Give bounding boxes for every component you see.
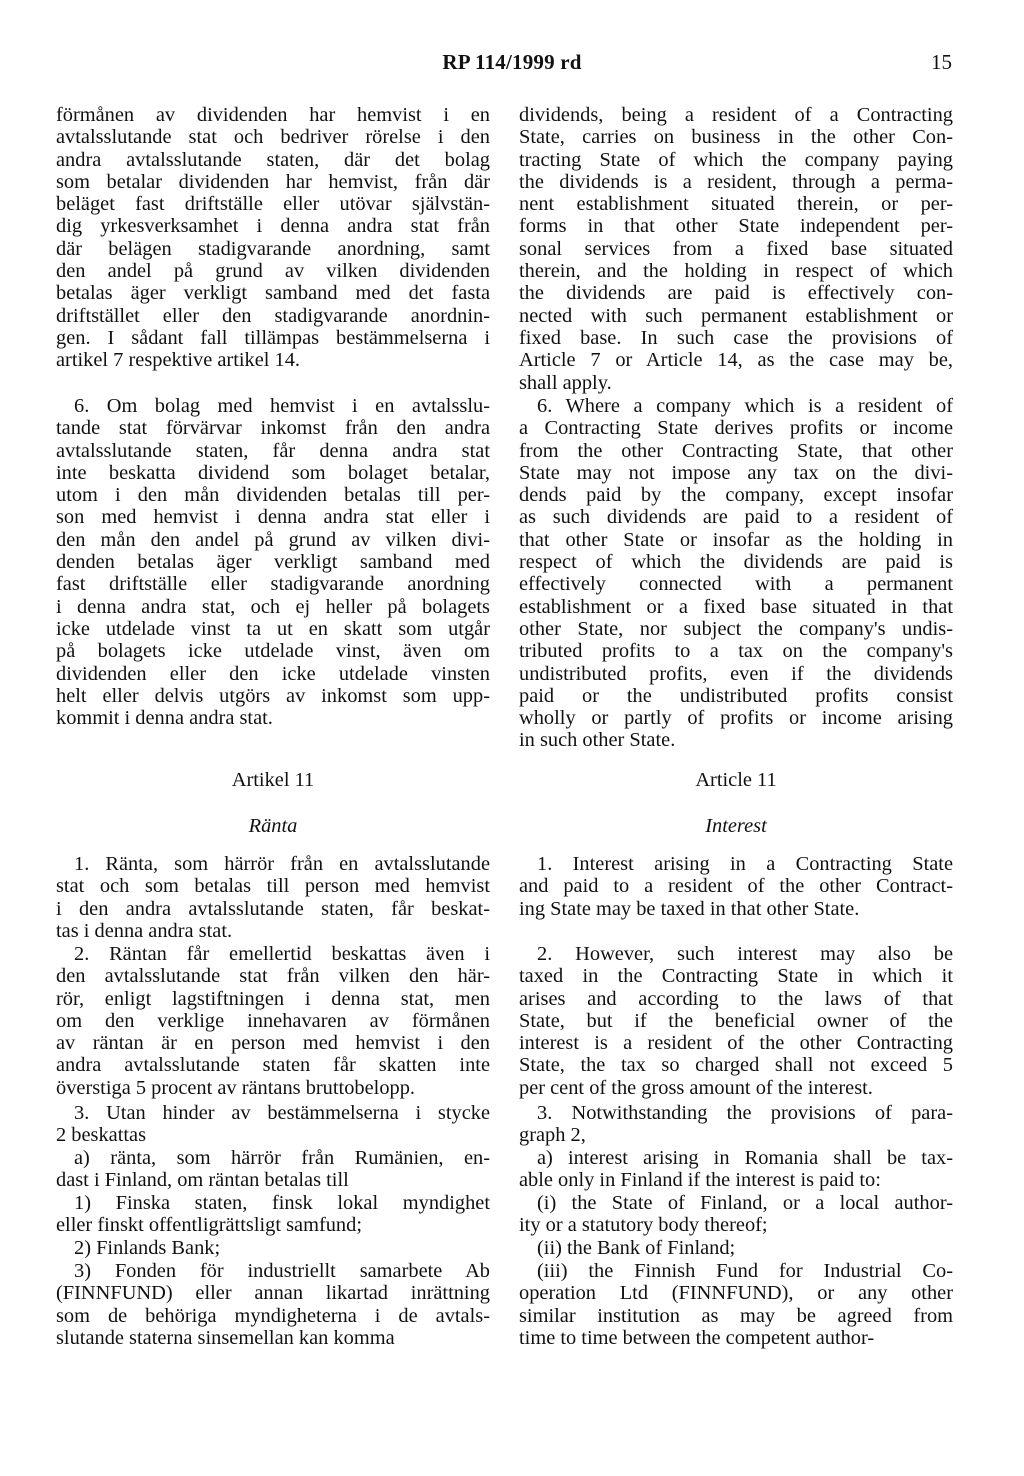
text-line: operation Ltd (FINNFUND), or any other <box>519 1282 953 1305</box>
text-line: beläget fast driftställe eller utövar självstän- <box>56 193 490 216</box>
document-id: RP 114/1999 rd <box>442 50 582 74</box>
running-header <box>0 50 1024 80</box>
text-line: kommit i denna andra stat. <box>56 707 273 730</box>
paragraph <box>519 943 953 1099</box>
text-line: som de behöriga myndigheterna i de avtals- <box>56 1304 490 1327</box>
paragraph <box>56 1237 490 1259</box>
text-line: fixed base. In such case the provisions of <box>519 326 953 349</box>
paragraph <box>519 395 953 752</box>
text-line: arises and according to the laws of that <box>519 987 953 1010</box>
paragraph <box>56 1192 490 1237</box>
text-line: (FINNFUND) eller annan likartad inrättning <box>56 1282 490 1305</box>
text-line: gen. I sådant fall tillämpas bestämmelserna i <box>56 326 490 349</box>
text-line: tracting State of which the company paying <box>519 148 953 171</box>
text-line: tas i denna andra stat. <box>56 919 233 942</box>
text-line: per cent of the gross amount of the interest. <box>519 1076 873 1099</box>
text-line: dividends, being a resident of a Contracting <box>519 104 953 126</box>
article-heading: Article 11 <box>695 769 777 791</box>
text-line: förmånen av dividenden har hemvist i en <box>56 104 490 126</box>
text-line: respect of which the dividends are paid is <box>519 551 953 574</box>
text-line: the dividends are paid is effectively con- <box>519 282 953 305</box>
text-line: establishment or a fixed base situated in that <box>519 595 953 618</box>
text-line: 2. However, such interest may also be <box>537 943 953 965</box>
paragraph <box>56 943 490 1099</box>
text-line: 6. Om bolag med hemvist i en avtalsslu- <box>74 395 490 417</box>
text-line: 3. Utan hinder av bestämmelserna i stycke <box>74 1102 490 1124</box>
text-line: dig yrkesverksamhet i denna andra stat från <box>56 215 490 238</box>
text-line: therein, and the holding in respect of which <box>519 260 953 283</box>
text-line: i denna andra stat, och ej heller på bolagets <box>56 595 490 618</box>
text-line: avtalsslutande staten, får denna andra stat <box>56 439 490 462</box>
text-line: artikel 7 respektive artikel 14. <box>56 349 301 372</box>
text-line: av räntan är en person med hemvist i den <box>56 1032 490 1055</box>
text-line: in such other State. <box>519 729 676 752</box>
paragraph <box>56 1102 490 1147</box>
text-line: State, carries on business in the other Con- <box>519 126 953 149</box>
paragraph <box>56 853 490 942</box>
text-line: den mån den andel på grund av vilken divi- <box>56 528 490 551</box>
text-line: 3) Fonden för industriellt samarbete Ab <box>74 1260 490 1282</box>
text-line: 2 beskattas <box>56 1124 147 1147</box>
text-line: i den andra avtalsslutande staten, får beskat- <box>56 897 490 920</box>
text-line: eller finskt offentligrättsligt samfund; <box>56 1214 362 1237</box>
text-line: 6. Where a company which is a resident of <box>537 395 953 417</box>
text-line: as such dividends are paid to a resident of <box>519 506 953 529</box>
text-line: 1. Ränta, som härrör från en avtalsslutande <box>74 853 490 875</box>
text-line: rör, enligt lagstiftningen i denna stat, men <box>56 987 490 1010</box>
text-line: son med hemvist i denna andra stat eller i <box>56 506 490 529</box>
text-line: State, the tax so charged shall not exceed 5 <box>519 1054 953 1077</box>
text-line: the dividends is a resident, through a perma- <box>519 170 953 193</box>
text-line: graph 2, <box>519 1124 586 1147</box>
text-line: a Contracting State derives profits or income <box>519 417 953 440</box>
text-line: som betalar dividenden har hemvist, från där <box>56 170 490 193</box>
text-line: paid or the undistributed profits consist <box>519 684 953 707</box>
paragraph <box>519 1192 953 1237</box>
text-line: stat och som betalas till person med hemvist <box>56 875 490 898</box>
text-line: 2) Finlands Bank; <box>74 1237 221 1259</box>
text-line: nent establishment situated therein, or per- <box>519 193 953 216</box>
text-line: den andel på grund av vilken dividenden <box>56 260 490 283</box>
paragraph <box>56 395 490 729</box>
text-line: and paid to a resident of the other Contract- <box>519 875 953 898</box>
text-line: den avtalsslutande stat från vilken den här- <box>56 965 490 988</box>
paragraph <box>519 104 953 394</box>
paragraph <box>56 1147 490 1192</box>
text-line: ity or a statutory body thereof; <box>519 1214 768 1237</box>
text-line: dividenden eller den icke utdelade vinsten <box>56 662 490 685</box>
text-line: Article 7 or Article 14, as the case may be, <box>519 349 953 372</box>
text-line: dends paid by the company, except insofar <box>519 484 953 507</box>
text-line: (i) the State of Finland, or a local author- <box>537 1192 953 1214</box>
text-line: slutande staterna sinsemellan kan komma <box>56 1326 395 1349</box>
text-line: icke utdelade vinst ta ut en skatt som utgår <box>56 617 490 640</box>
paragraph <box>519 1260 953 1349</box>
text-line: undistributed profits, even if the dividends <box>519 662 953 685</box>
article-title: Ränta <box>248 815 298 837</box>
text-line: denden betalas äger verkligt samband med <box>56 551 490 574</box>
text-line: där belägen stadigvarande anordning, samt <box>56 237 490 260</box>
text-line: able only in Finland if the interest is paid to: <box>519 1169 881 1192</box>
text-line: överstiga 5 procent av räntans bruttobelopp. <box>56 1076 415 1099</box>
text-line: a) ränta, som härrör från Rumänien, en- <box>74 1147 490 1169</box>
text-line: that other State or insofar as the holding in <box>519 528 953 551</box>
text-line: 3. Notwithstanding the provisions of para- <box>537 1102 953 1124</box>
text-line: 1) Finska staten, finsk lokal myndighet <box>74 1192 490 1214</box>
text-line: wholly or partly of profits or income arising <box>519 707 953 730</box>
text-line: State may not impose any tax on the divi- <box>519 461 953 484</box>
text-line: effectively connected with a permanent <box>519 573 953 596</box>
text-line: sonal services from a fixed base situated <box>519 237 953 260</box>
paragraph <box>519 1237 953 1259</box>
text-line: taxed in the Contracting State in which it <box>519 965 953 988</box>
paragraph <box>519 853 953 920</box>
paragraph <box>519 1147 953 1192</box>
text-line: andra avtalsslutande staten får skatten inte <box>56 1054 490 1077</box>
text-line: på bolagets icke utdelade vinst, även om <box>56 640 490 663</box>
text-line: 2. Räntan får emellertid beskattas även i <box>74 943 490 965</box>
text-line: helt eller delvis utgörs av inkomst som upp- <box>56 684 490 707</box>
paragraph <box>56 104 490 372</box>
text-line: 1. Interest arising in a Contracting State <box>537 853 953 875</box>
text-line: avtalsslutande stat och bedriver rörelse i den <box>56 126 490 149</box>
text-line: interest is a resident of the other Contracting <box>519 1032 953 1055</box>
text-line: similar institution as may be agreed from <box>519 1304 953 1327</box>
text-line: dast i Finland, om räntan betalas till <box>56 1169 349 1192</box>
text-line: State, but if the beneficial owner of the <box>519 1009 953 1032</box>
text-line: other State, nor subject the company's undis- <box>519 617 953 640</box>
article-title: Interest <box>705 815 767 837</box>
text-line: time to time between the competent author- <box>519 1326 875 1349</box>
text-line: andra avtalsslutande staten, där det bolag <box>56 148 490 171</box>
text-line: (iii) the Finnish Fund for Industrial Co- <box>537 1260 953 1282</box>
text-line: tande stat förvärvar inkomst från den andra <box>56 417 490 440</box>
text-line: nected with such permanent establishment or <box>519 304 953 327</box>
text-line: a) interest arising in Romania shall be tax- <box>537 1147 953 1169</box>
paragraph <box>56 1260 490 1349</box>
text-line: forms in that other State independent per- <box>519 215 953 238</box>
text-line: om den verklige innehavaren av förmånen <box>56 1009 490 1032</box>
text-line: tributed profits to a tax on the company's <box>519 640 953 663</box>
text-line: utom i den mån dividenden betalas till per- <box>56 484 490 507</box>
text-line: (ii) the Bank of Finland; <box>537 1237 736 1259</box>
article-heading: Artikel 11 <box>231 769 315 791</box>
text-line: betalas äger verkligt samband med det fasta <box>56 282 490 305</box>
text-line: ing State may be taxed in that other State. <box>519 897 860 920</box>
text-line: shall apply. <box>519 371 612 394</box>
text-line: fast driftställe eller stadigvarande anordning <box>56 573 490 596</box>
text-line: inte beskatta dividend som bolaget betalar, <box>56 461 490 484</box>
text-line: from the other Contracting State, that other <box>519 439 953 462</box>
paragraph <box>519 1102 953 1147</box>
page-number: 15 <box>931 50 952 74</box>
text-line: driftstället eller den stadigvarande anordnin- <box>56 304 490 327</box>
